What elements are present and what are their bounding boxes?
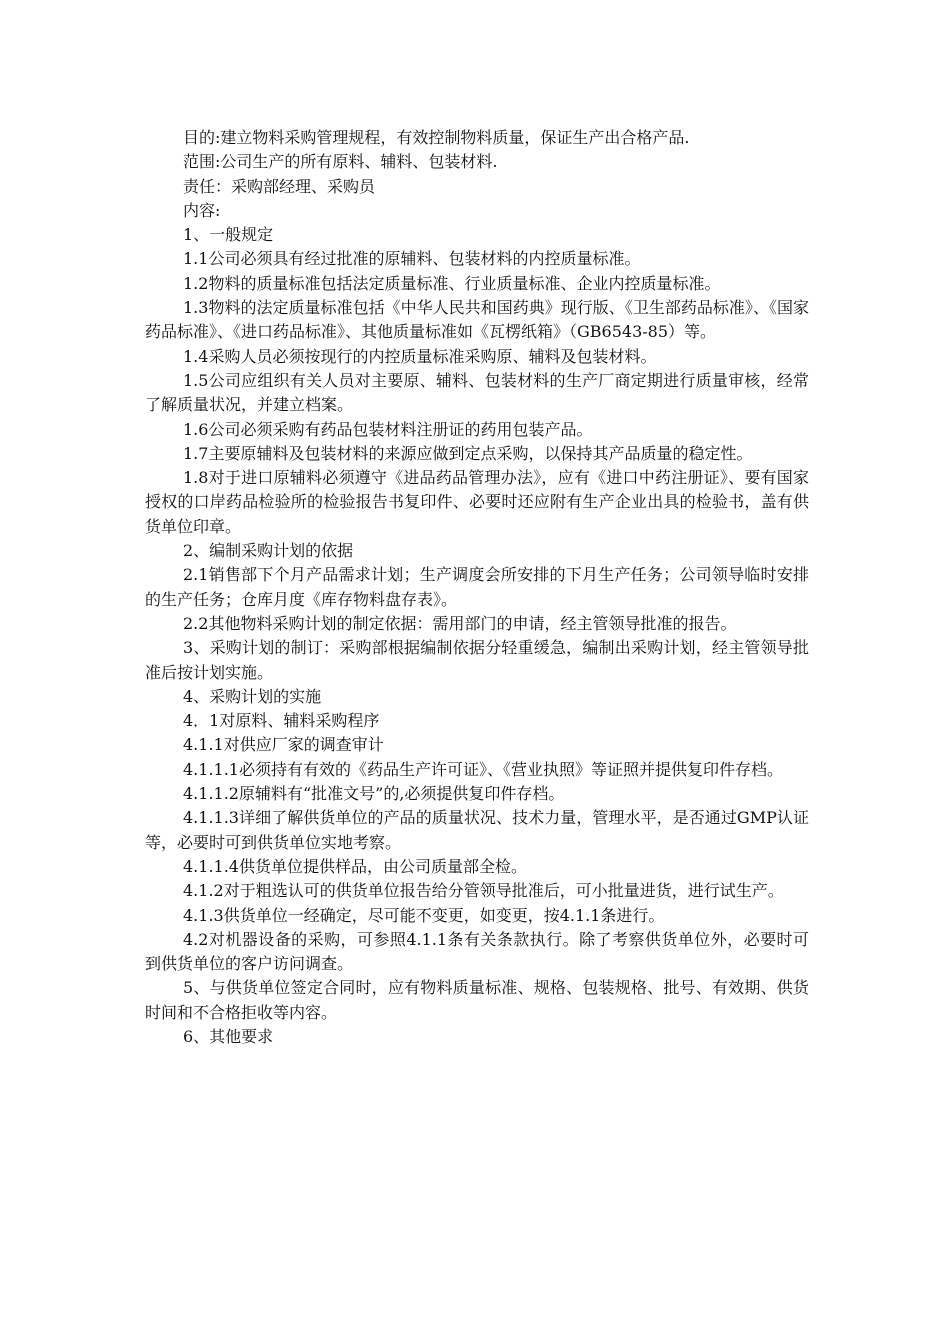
clause-1-8: 1.8对于进口原辅料必须遵守《进品药品管理办法》，应有《进口中药注册证》、要有国家授权的口岸药品检验所的检验报告书复印件、必要时还应附有生产企业出具的检验书，盖有供货单位印章。	[145, 468, 809, 536]
clause-4-1-1-2: 4.1.1.2原辅料有“批准文号”的,必须提供复印件存档。	[183, 784, 565, 804]
content-heading: 内容:	[183, 200, 221, 220]
clause-4-1: 4．1对原料、辅料采购程序	[183, 711, 380, 731]
clause-4-1-1-1: 4.1.1.1必须持有有效的《药品生产许可证》、《营业执照》等证照并提供复印件存档。	[183, 759, 783, 779]
scope-paragraph: 范围:公司生产的所有原料、辅料、包装材料.	[183, 152, 498, 172]
clause-1-4: 1.4采购人员必须按现行的内控质量标准采购原、辅料及包装材料。	[183, 346, 657, 366]
clause-4-1-1-4: 4.1.1.4供货单位提供样品，由公司质量部全检。	[183, 856, 527, 876]
clause-1-6: 1.6公司必须采购有药品包装材料注册证的药用包装产品。	[183, 419, 593, 439]
clause-1-5: 1.5公司应组织有关人员对主要原、辅料、包装材料的生产厂商定期进行质量审核，经常了解质量状况，并建立档案。	[145, 370, 809, 415]
clause-2-1: 2.1销售部下个月产品需求计划；生产调度会所安排的下月生产任务；公司领导临时安排的生产任务；仓库月度《库存物料盘存表》。	[145, 565, 809, 609]
section-3: 3、采购计划的制订：采购部根据编制依据分轻重缓急，编制出采购计划，经主管领导批准后按计划实施。	[145, 638, 809, 682]
section-5: 5、与供货单位签定合同时，应有物料质量标准、规格、包装规格、批号、有效期、供货时间和不合格拒收等内容。	[145, 978, 809, 1022]
clause-1-3: 1.3物料的法定质量标准包括《中华人民共和国药典》现行版、《卫生部药品标准》、《国家药品标准》、《进口药品标准》、其他质量标准如《瓦楞纸箱》（GB6543-85）等。	[145, 298, 809, 342]
clause-4-1-3: 4.1.3供货单位一经确定，尽可能不变更，如变更，按4.1.1条进行。	[183, 905, 665, 925]
section-heading-4: 4、采购计划的实施	[183, 686, 322, 706]
responsibility-paragraph: 责任：采购部经理、采购员	[183, 176, 376, 196]
clause-1-2: 1.2物料的质量标准包括法定质量标准、行业质量标准、企业内控质量标准。	[183, 273, 721, 293]
section-heading-6: 6、其他要求	[183, 1026, 274, 1046]
clause-4-2: 4.2对机器设备的采购，可参照4.1.1条有关条款执行。除了考察供货单位外，必要时可到供货单位的客户访问调查。	[145, 929, 809, 974]
clause-4-1-1-3: 4.1.1.3详细了解供货单位的产品的质量状况、技术力量，管理水平，是否通过GMP认证等，必要时可到供货单位实地考察。	[145, 808, 809, 852]
clause-4-1-1: 4.1.1对供应厂家的调查审计	[183, 735, 384, 755]
clause-1-1: 1.1公司必须具有经过批准的原辅料、包装材料的内控质量标准。	[183, 249, 641, 269]
section-heading-2: 2、编制采购计划的依据	[183, 541, 354, 561]
clause-4-1-2: 4.1.2对于粗选认可的供货单位报告给分管领导批准后，可小批量进货，进行试生产。	[183, 881, 784, 901]
clause-1-7: 1.7主要原辅料及包装材料的来源应做到定点采购，以保持其产品质量的稳定性。	[183, 443, 753, 463]
section-heading-1: 1、一般规定	[183, 225, 274, 245]
document-body	[145, 126, 809, 1049]
clause-2-2: 2.2其他物料采购计划的制定依据：需用部门的申请，经主管领导批准的报告。	[183, 613, 737, 633]
purpose-paragraph: 目的:建立物料采购管理规程，有效控制物料质量，保证生产出合格产品.	[183, 128, 690, 147]
